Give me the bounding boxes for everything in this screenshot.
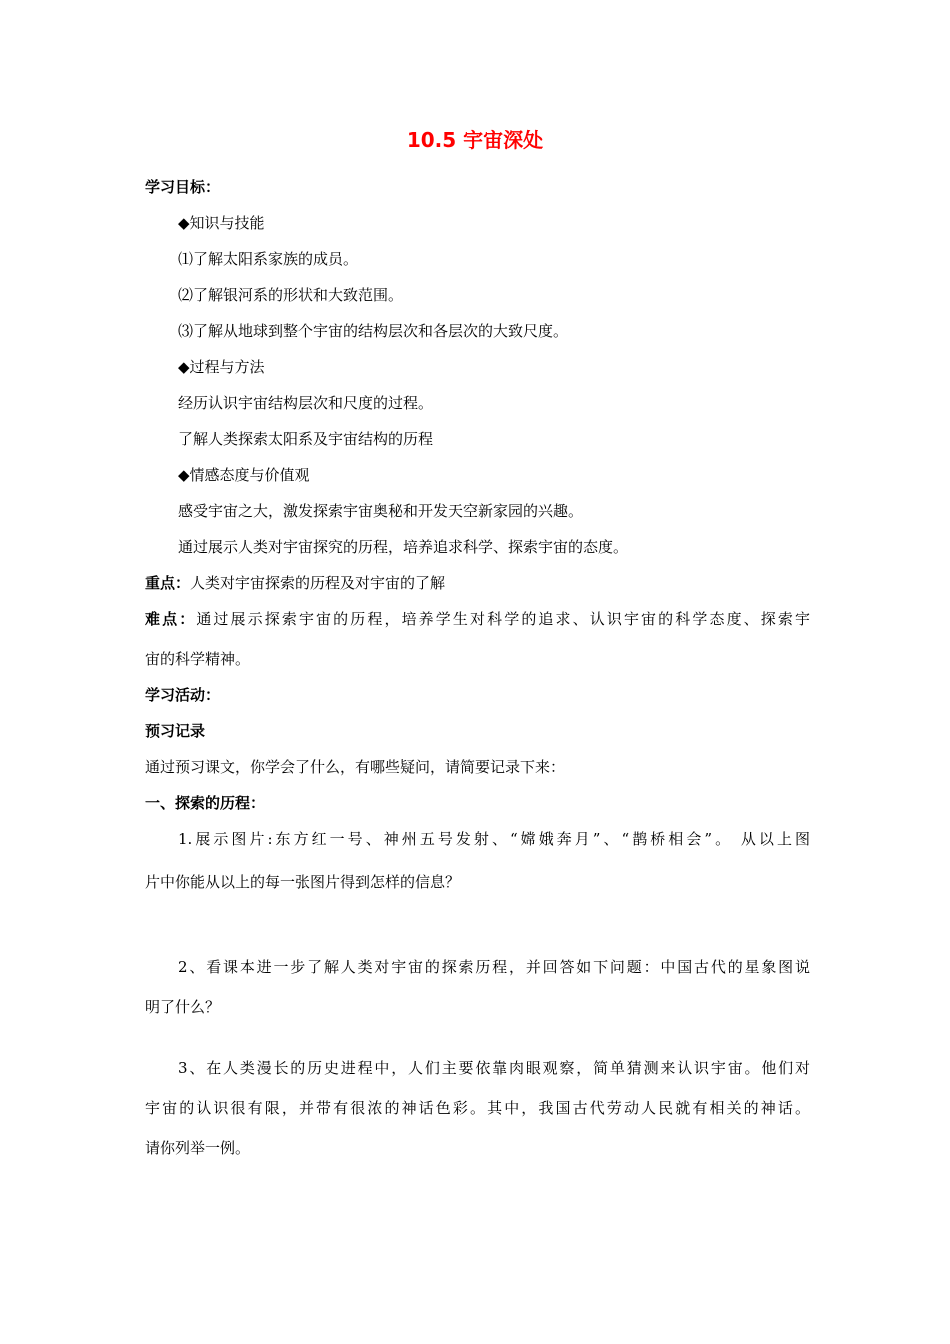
difficulty-line-2: 宙的科学精神。 bbox=[145, 650, 251, 668]
objectives-heading: 学习目标： bbox=[145, 178, 221, 196]
difficulty-text: 通过展示探索宇宙的历程，培养学生对科学的追求、认识宇宙的科学态度、探索宇 bbox=[196, 610, 810, 628]
question-1-line-2: 片中你能从以上的每一张图片得到怎样的信息？ bbox=[145, 873, 461, 891]
knowledge-item-1: ⑴了解太阳系家族的成员。 bbox=[178, 250, 359, 268]
key-point-label: 重点： bbox=[145, 574, 191, 592]
difficulty-label: 难点： bbox=[145, 610, 197, 628]
knowledge-item-2: ⑵了解银河系的形状和大致范围。 bbox=[178, 286, 404, 304]
emotion-item-1: 感受宇宙之大，激发探索宇宙奥秘和开发天空新家园的兴趣。 bbox=[178, 502, 584, 520]
question-2-line-1: 2、看课本进一步了解人类对宇宙的探索历程，并回答如下问题：中国古代的星象图说 bbox=[178, 958, 810, 976]
process-item-1: 经历认识宇宙结构层次和尺度的过程。 bbox=[178, 394, 434, 412]
knowledge-heading: ◆知识与技能 bbox=[178, 214, 265, 232]
key-point-text: 人类对宇宙探索的历程及对宇宙的了解 bbox=[190, 574, 446, 592]
emotion-item-2: 通过展示人类对宇宙探究的历程，培养追求科学、探索宇宙的态度。 bbox=[178, 538, 629, 556]
question-3-line-2: 宇宙的认识很有限，并带有很浓的神话色彩。其中，我国古代劳动人民就有相关的神话。 bbox=[145, 1099, 810, 1117]
difficulty-line-1 bbox=[145, 608, 810, 630]
question-1-line-1: 1.展示图片:东方红一号、神州五号发射、“嫦娥奔月”、“鹊桥相会”。 从以上图 bbox=[178, 830, 810, 848]
question-3-line-1: 3、在人类漫长的历史进程中，人们主要依靠肉眼观察，简单猜测来认识宇宙。他们对 bbox=[178, 1059, 810, 1077]
question-2-line-2: 明了什么？ bbox=[145, 998, 221, 1016]
emotion-heading: ◆情感态度与价值观 bbox=[178, 466, 310, 484]
preview-text: 通过预习课文，你学会了什么，有哪些疑问，请简要记录下来： bbox=[145, 758, 566, 776]
section1-heading: 一、探索的历程： bbox=[145, 794, 266, 812]
knowledge-item-3: ⑶了解从地球到整个宇宙的结构层次和各层次的大致尺度。 bbox=[178, 322, 569, 340]
activities-heading: 学习活动： bbox=[145, 686, 221, 704]
question-3-line-3: 请你列举一例。 bbox=[145, 1139, 251, 1157]
preview-heading: 预习记录 bbox=[145, 722, 206, 740]
page-title: 10.5 宇宙深处 bbox=[406, 128, 544, 152]
key-point bbox=[145, 572, 810, 594]
process-heading: ◆过程与方法 bbox=[178, 358, 265, 376]
process-item-2: 了解人类探索太阳系及宇宙结构的历程 bbox=[178, 430, 434, 448]
